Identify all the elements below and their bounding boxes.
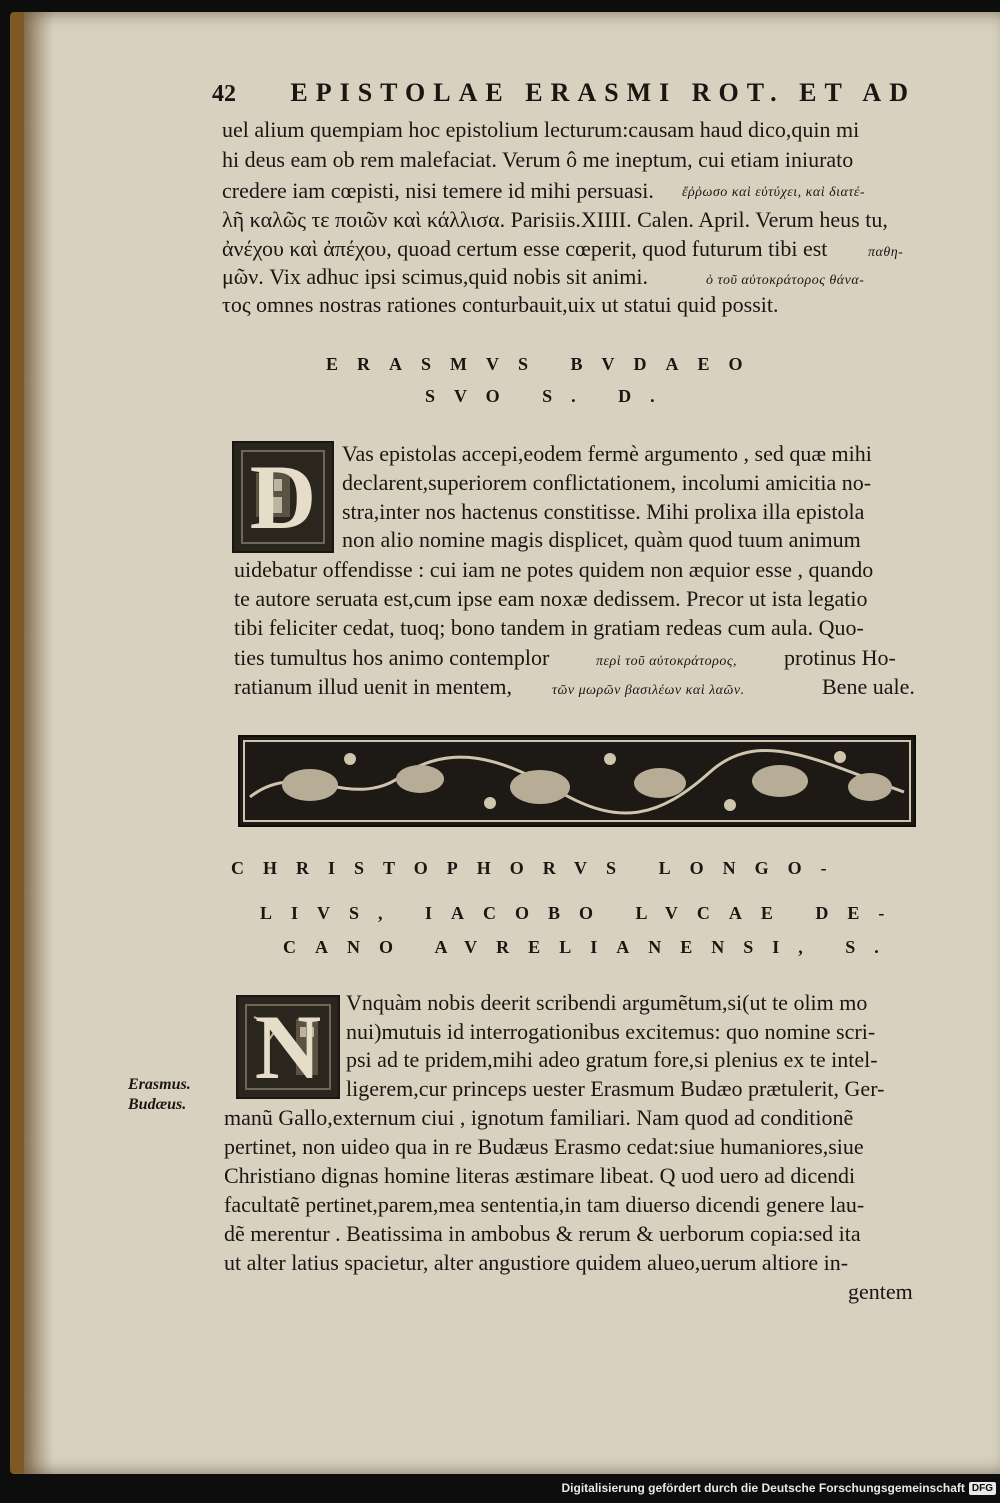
running-head — [212, 78, 916, 108]
text-line: dẽ merentur . Beatissima in ambobus & rerum & uerborum copia:sed ita — [224, 1221, 861, 1246]
greek-text: παθη- — [868, 245, 904, 260]
text-line: ligerem,cur princeps uester Erasmum Budæo prætulerit, Ger- — [346, 1076, 885, 1101]
greek-text: ὁ τοῦ αὐτοκράτορος θάνα- — [706, 273, 865, 288]
text-line: uel alium quempiam hoc epistolium lecturum:causam haud dico,quin mi — [222, 117, 860, 142]
initial-letter: N — [254, 996, 322, 1098]
decorated-initial — [232, 441, 334, 553]
text-line: ut alter latius spacietur, alter angustiore quidem alueo,uerum altiore in- — [224, 1250, 849, 1275]
text-line: τος omnes nostras rationes conturbauit,uix ut statui quid possit. — [222, 292, 779, 317]
text-line: hi deus eam ob rem malefaciat. Verum ô me ineptum, cui etiam iniurato — [222, 147, 854, 172]
initial-letter: D — [249, 446, 317, 548]
decorated-initial — [236, 995, 340, 1099]
text-line: pertinet, non uideo qua in re Budæus Erasmo cedat:siue humaniores,siue — [224, 1134, 864, 1159]
frieze-ornament-icon — [240, 737, 914, 825]
text-line: declarent,superiorem conflictationem, incolumi amicitia no- — [342, 470, 872, 495]
text-line: ties tumultus hos animo contemplor — [234, 645, 550, 670]
letter-heading: ERASMVS BVDAEO — [326, 354, 762, 374]
text-line: ratianum illud uenit in mentem, — [234, 674, 512, 699]
text-line: λῆ καλῶς τε ποιῶν καὶ κάλλισα. Parisiis.XIIII. Calen. April. Verum heus tu, — [222, 207, 888, 232]
greek-text: ἔῤῥωσο καὶ εὐτύχει, καὶ διατέ- — [682, 185, 866, 200]
text-line: Christiano dignas homine literas æstimare libeat. Q uod uero ad dicendi — [224, 1163, 856, 1188]
catchword: gentem — [848, 1279, 913, 1304]
text-line: protinus Ho- — [784, 645, 896, 670]
text-line: nui)mutuis id interrogationibus excitemus: quo nomine scri- — [346, 1019, 876, 1044]
greek-text: τῶν μωρῶν βασιλέων καὶ λαῶν. — [552, 683, 745, 698]
text-line: ἀνέχου καὶ ἀπέχου, quoad certum esse cœperit, quod futurum tibi est — [222, 236, 828, 261]
margin-note-line: Erasmus. — [128, 1076, 191, 1093]
text-line: tibi feliciter cedat, tuoq; bono tandem in gratiam redeas cum aula. Quo- — [234, 615, 864, 640]
digitization-credit — [561, 1477, 996, 1499]
text-line: te autore seruata est,cum ipse eam noxæ dedissem. Precor ut ista legatio — [234, 586, 868, 611]
letter-heading-line2: SVO S. D. — [425, 386, 674, 406]
text-line: Bene uale. — [822, 674, 915, 699]
text-line: Vas epistolas accepi,eodem fermè argumento , sed quæ mihi — [342, 441, 872, 466]
text-line: psi ad te pridem,mihi adeo gratum fore,si plenius ex te intel- — [346, 1047, 878, 1072]
woodcut-frieze — [238, 735, 916, 827]
margin-note-line: Budæus. — [128, 1096, 187, 1113]
dfg-logo: DFG — [969, 1482, 996, 1495]
margin-note — [128, 1075, 191, 1115]
text-line: μῶν. Vix adhuc ipsi scimus,quid nobis sit animi. — [222, 264, 649, 289]
text-line: facultatẽ pertinet,parem,mea sententia,in tam diuerso dicendi genere lau- — [224, 1192, 865, 1217]
letter-heading-line2: LIVS, IACOBO LVCAE DE- — [260, 903, 904, 923]
credit-text: Digitalisierung gefördert durch die Deutsche Forschungsgemeinschaft — [561, 1481, 965, 1495]
letter-heading-line3: CANO AVRELIANENSI, S. — [283, 937, 898, 957]
binding-gutter — [24, 12, 54, 1474]
text-line: stra,inter nos hactenus constitisse. Mihi prolixa illa epistola — [342, 499, 865, 524]
text-line: manũ Gallo,externum ciui , ignotum familiari. Nam quod ad conditionẽ — [224, 1105, 854, 1130]
text-line: non alio nomine magis displicet, quàm quod tuum animum — [342, 527, 861, 552]
text-line: Vnquàm nobis deerit scribendi argumẽtum,si(ut te olim mo — [346, 990, 868, 1015]
greek-text: περὶ τοῦ αὐτοκράτορος, — [596, 654, 738, 669]
text-line: uidebatur offendisse : cui iam ne potes quidem non æquior esse , quando — [234, 557, 874, 582]
letter-heading: CHRISTOPHORVS LONGO- — [231, 858, 846, 878]
running-head-title: EPISTOLAE ERASMI ROT. ET AD — [290, 78, 916, 107]
page-number: 42 — [212, 81, 236, 107]
text-line: credere iam cœpisti, nisi temere id mihi persuasi. — [222, 178, 654, 203]
